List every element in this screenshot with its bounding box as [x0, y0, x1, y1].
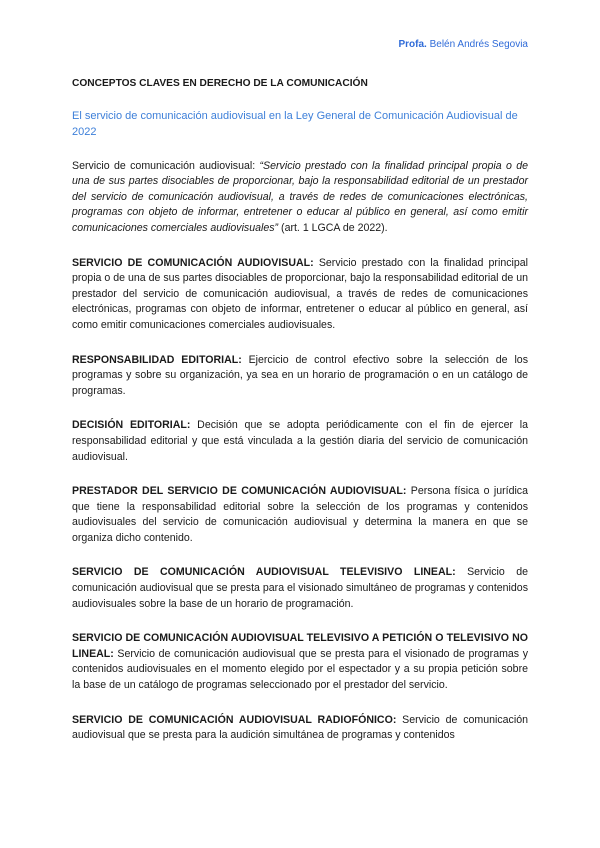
page-header-author [398, 39, 528, 50]
definition-text: Ejercicio de control efectivo sobre la selección de los programas y sobre su organización, ya sea en un horario de programación o en un catálogo de programas. [72, 353, 528, 397]
definition-paragraph [72, 353, 528, 400]
definition-text: Servicio de comunicación audiovisual que se presta para el visionado de programas y contenidos audiovisuales en el momento elegido por el espectador y a su propia petición sobre la base de un catálogo de programas seleccionado por el prestador del servicio. [72, 647, 528, 692]
definition-term: SERVICIO DE COMUNICACIÓN AUDIOVISUAL TELEVISIVO A PETICIÓN O TELEVISIVO NO LINEAL: [72, 632, 528, 660]
definition-text: Servicio de comunicación audiovisual que se presta para la audición simultánea de programas y contenidos [72, 713, 528, 742]
definition-paragraph [72, 713, 528, 744]
intro-quote: “Servicio prestado con la finalidad principal propia o de una de sus partes disociables de proporcionar, bajo la responsabilidad editorial de un prestador del servicio de comunicación audiovisual, a través de redes de comunicaciones electrónicas, programas con objeto de informar, entretener o educar al público en general, así como emitir comunicaciones comerciales audiovisuales” [72, 159, 528, 234]
definition-term: PRESTADOR DEL SERVICIO DE COMUNICACIÓN AUDIOVISUAL: [72, 485, 407, 498]
definition-term: SERVICIO DE COMUNICACIÓN AUDIOVISUAL RADIOFÓNICO: [72, 713, 397, 726]
definition-term: RESPONSABILIDAD EDITORIAL: [72, 353, 242, 366]
definition-paragraph [72, 256, 528, 334]
intro-citation: (art. 1 LGCA de 2022). [278, 221, 388, 234]
definition-term: DECISIÓN EDITORIAL: [72, 419, 191, 432]
definition-text: Decisión que se adopta periódicamente con el fin de ejercer la responsabilidad editorial y que está vinculada a la gestión diaria del servicio de comunicación audiovisual. [72, 419, 528, 463]
definition-paragraph [72, 418, 528, 465]
document-title: CONCEPTOS CLAVES EN DERECHO DE LA COMUNICACIÓN [72, 78, 368, 89]
definition-text: Persona física o jurídica que tiene la responsabilidad editorial sobre la selección de los programas y contenidos audiovisuales del servicio de comunicación audiovisual y determina la manera en que se organiza dicho contenido. [72, 485, 528, 544]
document-body [72, 76, 528, 763]
definition-paragraph [72, 631, 528, 693]
definition-paragraph [72, 484, 528, 546]
definition-text: Servicio de comunicación audiovisual que se presta para el visionado simultáneo de programas y contenidos audiovisuales sobre la base de un horario de programación. [72, 566, 528, 610]
definition-paragraph [72, 565, 528, 612]
author-prefix: Profa. [398, 39, 427, 50]
intro-lead: Servicio de comunicación audiovisual: [72, 159, 260, 172]
definition-term: SERVICIO DE COMUNICACIÓN AUDIOVISUAL TELEVISIVO LINEAL: [72, 566, 456, 579]
section-title: El servicio de comunicación audiovisual en la Ley General de Comunicación Audiovisual de 2022 [72, 109, 518, 138]
definition-term: SERVICIO DE COMUNICACIÓN AUDIOVISUAL: [72, 256, 314, 269]
author-name: Belén Andrés Segovia [429, 39, 528, 50]
definition-text: Servicio prestado con la finalidad principal propia o de una de sus partes disociables de proporcionar, bajo la responsabilidad editorial de un prestador del servicio de comunicación audiovisual, a través de redes de comunicaciones electrónicas, programas con objeto de informar, entretener o educar al público en general, así como emitir comunicaciones comerciales audiovisuales. [72, 256, 528, 331]
intro-paragraph [72, 159, 528, 237]
